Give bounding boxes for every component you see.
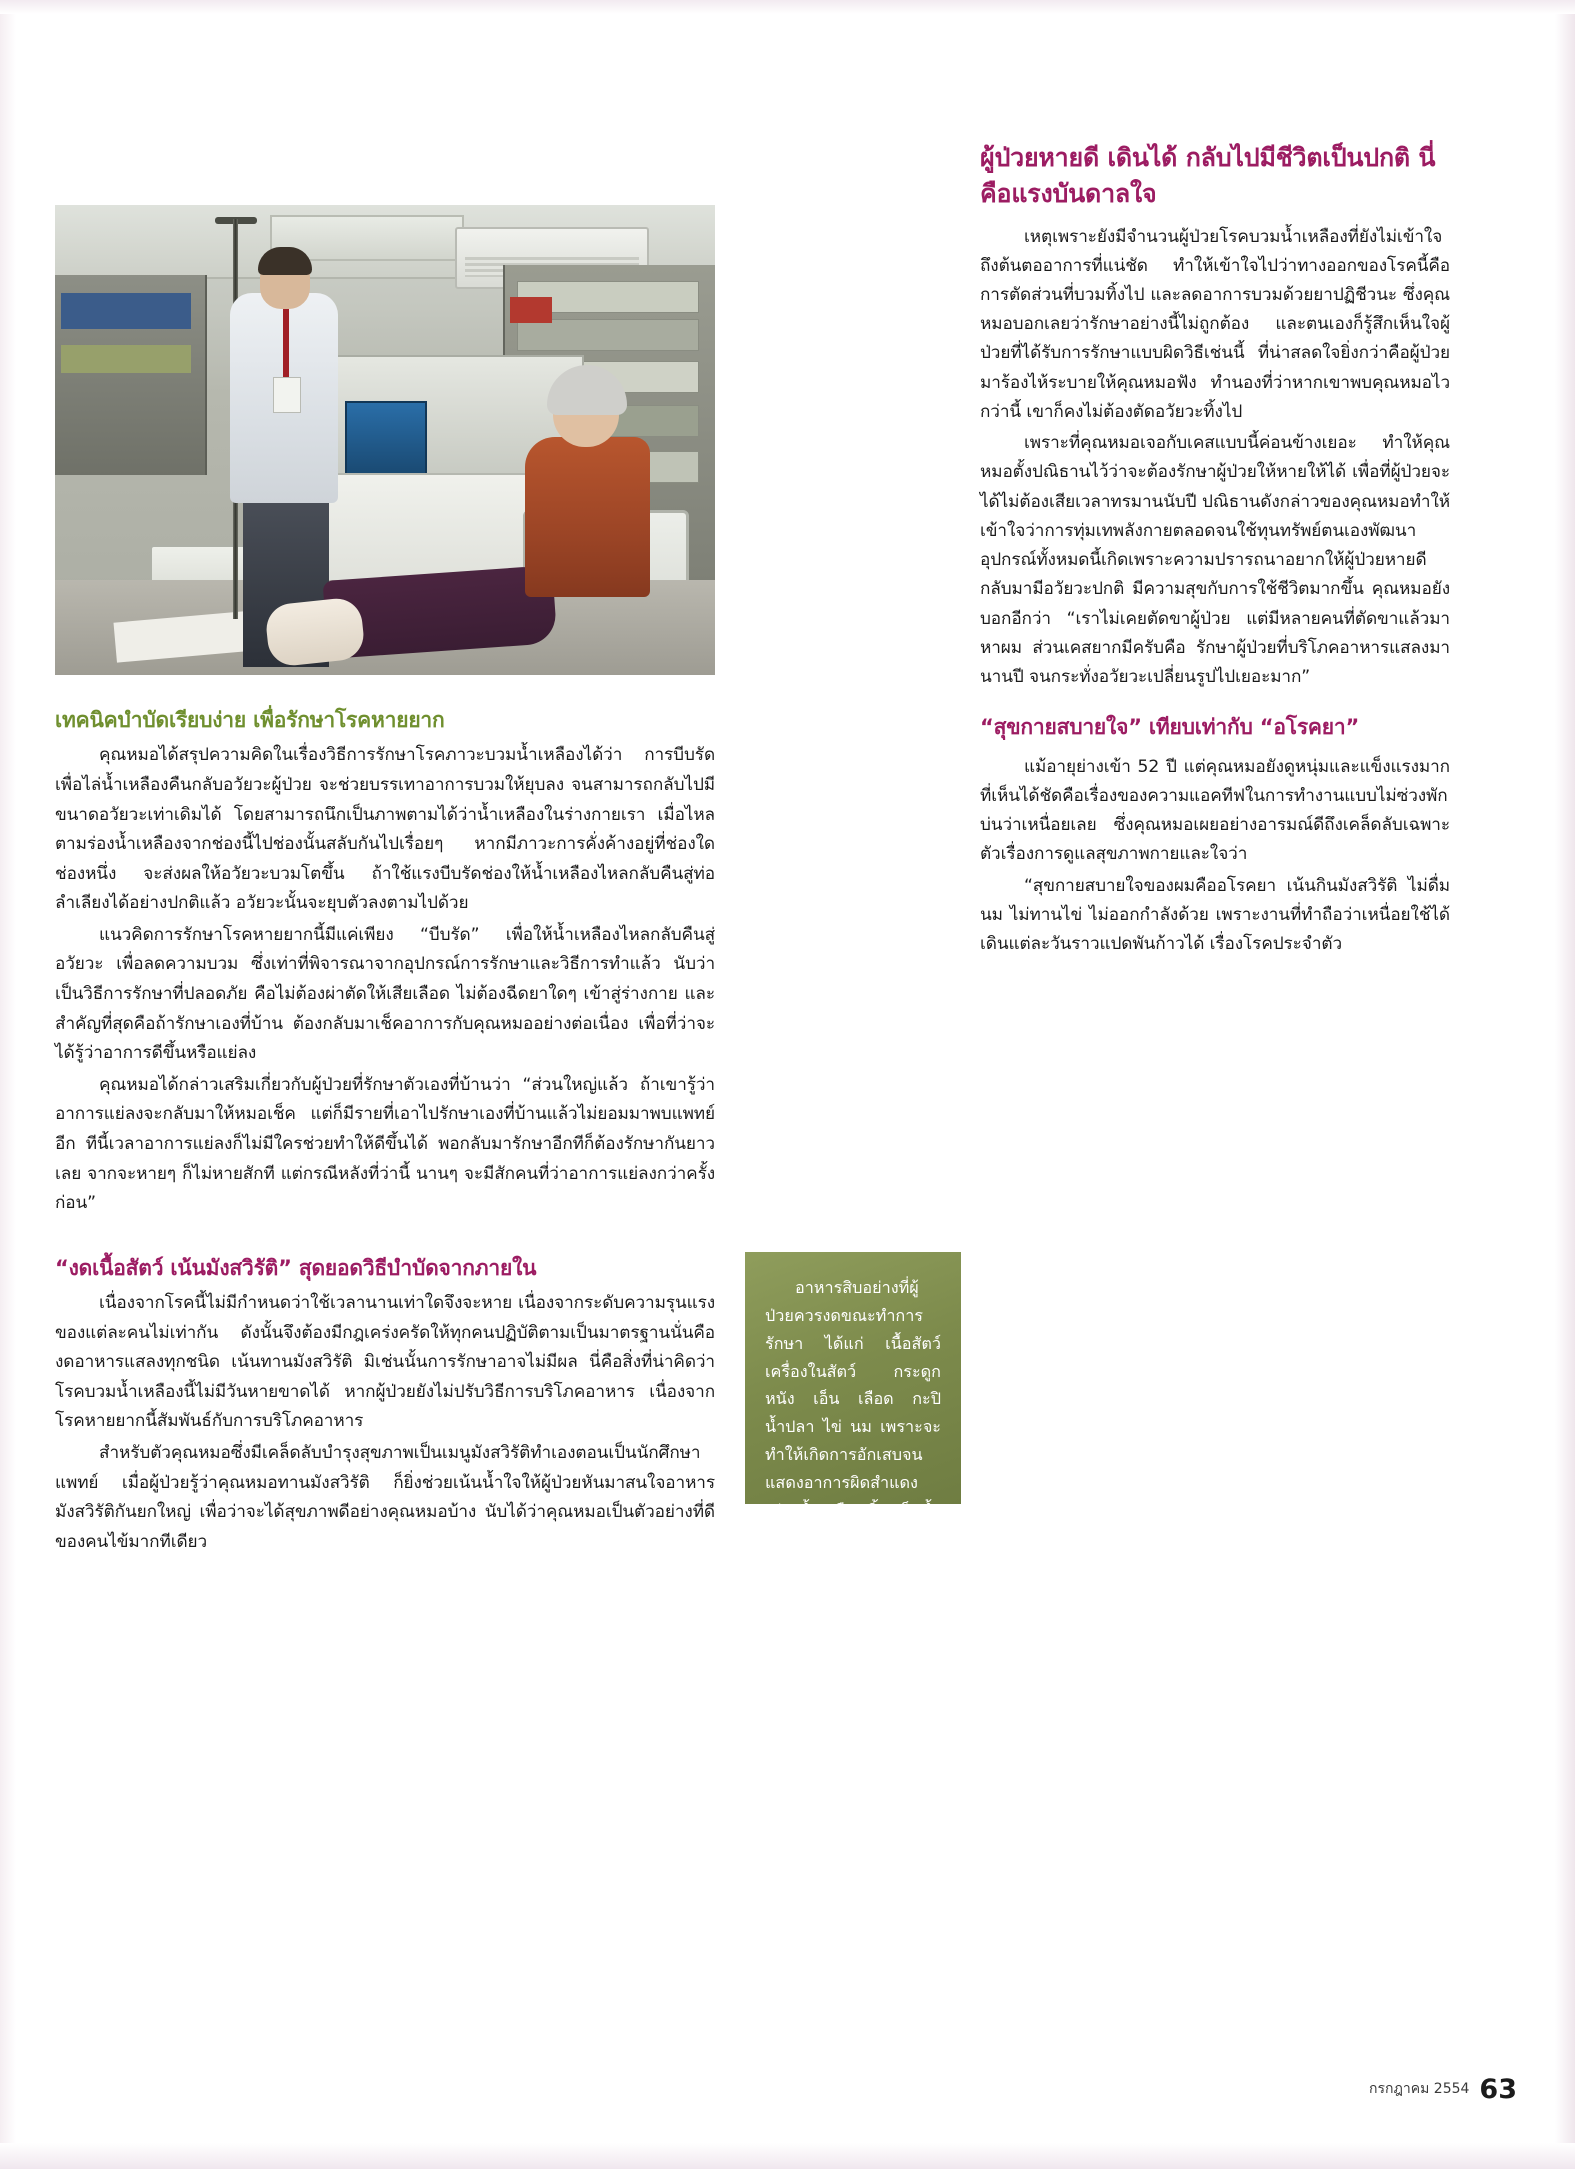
right-paragraph-3: แม้อายุย่างเข้า 52 ปี แต่คุณหมอยังดูหนุ่มและแข็งแรงมาก ที่เห็นได้ชัดคือเรื่องของความแอคทีฟในการทำงานแบบไม่ซ่วงพัก บ่นว่าเหนื่อยเลย ซึ่งคุณหมอเผยอย่างอารมณ์ดีถึงเคล็ดลับเฉพาะตัวเรื่องการดูแลสุขภาพกายและใจว่า xyxy=(980,756,1450,865)
photo-patient-torso xyxy=(525,437,650,597)
right-paragraph-4: “สุขกายสบายใจของผมคืออโรคยา เน้นกินมังสวิรัติ ไม่ดื่มนม ไม่ทานไข่ ไม่ออกกำลังด้วย เพราะงานที่ทำถือว่าเหนื่อยใช้ได้ เดินแต่ละวันราวแปดพันก้าวได้ เรื่องโรคประจำตัว xyxy=(980,875,1450,955)
right-section-heading-1: ผู้ป่วยหายดี เดินได้ กลับไปมีชีวิตเป็นปกติ นี่คือแรงบันดาลใจ xyxy=(980,143,1436,209)
page-content xyxy=(55,140,1475,2040)
page-number: 63 xyxy=(1479,2074,1517,2105)
page-edge-right xyxy=(1555,0,1575,2169)
right-paragraph-2: เพราะที่คุณหมอเจอกับเคสแบบนี้ค่อนข้างเยอะ ทำให้คุณหมอตั้งปณิธานไว้ว่าจะต้องรักษาผู้ป่วยให้หายให้ได้ เพื่อที่ผู้ป่วยจะได้ไม่ต้องเสียเวลาทรมานนับปี ปณิธานดังกล่าวของคุณหมอทำให้เข้าใจว่าการทุ่มเทพลังกายตลอดจนใช้ทุนทรัพย์ตนเองพัฒนาอุปกรณ์ทั้งหมดนี้เกิดเพราะความปรารถนาอยากให้ผู้ป่วยหายดี กลับมามีอวัยวะปกติ มีความสุขกับการใช้ชีวิตมากขึ้น คุณหมอยังบอกอีกว่า “เราไม่เคยตัดขาผู้ป่วย แต่มีหลายคนที่ตัดขาแล้วมาหาผม ส่วนเคสยากมีครับคือ รักษาผู้ป่วยที่บริโภคอาหารแสลงมานานปี จนกระทั่งอวัยวะเปลี่ยนรูปไปเยอะมาก” xyxy=(980,433,1450,688)
photo-doctor-lanyard xyxy=(283,309,289,383)
left-paragraph-1: คุณหมอได้สรุปความคิดในเรื่องวิธีการรักษาโรคภาวะบวมน้ำเหลืองได้ว่า การบีบรัดเพื่อไล่น้ำเหลืองคืนกลับอวัยวะผู้ป่วย จะช่วยบรรเทาอาการบวมให้ยุบลง จนสามารถกลับไปมีขนาดอวัยวะเท่าเดิมได้ โดยสามารถนึกเป็นภาพตามได้ว่าน้ำเหลืองในร่างกายเรา เมื่อไหลตามร่องน้ำเหลืองจากช่องนี้ไปช่องนั้นสลับกันไปเรื่อยๆ หากมีภาวะการคั่งค้างอยู่ที่ช่องใดช่องหนึ่ง จะส่งผลให้อวัยวะบวมโตขึ้น ถ้าใช้แรงบีบรัดช่องให้น้ำเหลืองไหลกลับคืนสู่ท่อลำเลียงได้อย่างปกติแล้ว อวัยวะนั้นจะยุบตัวลงตามไปด้วย xyxy=(55,745,715,914)
right-section-heading-2: “สุขกายสบายใจ” เทียบเท่ากับ “อโรคยา” xyxy=(980,715,1360,740)
left-paragraph-2: แนวคิดการรักษาโรคหายยากนี้มีแค่เพียง “บีบรัด” เพื่อให้น้ำเหลืองไหลกลับคืนสู่อวัยวะ เพื่อลดความบวม ซึ่งเท่าที่พิจารณาจากอุปกรณ์การรักษาและวิธีการทำแล้ว นับว่าเป็นวิธีการรักษาที่ปลอดภัย คือไม่ต้องผ่าตัดให้เสียเลือด ไม่ต้องฉีดยาใดๆ เข้าสู่ร่างกาย และสำคัญที่สุดคือถ้ารักษาเองที่บ้าน ต้องกลับมาเช็คอาการกับคุณหมออย่างต่อเนื่อง เพื่อที่ว่าจะได้รู้ว่าอาการดีขึ้นหรือแย่ลง xyxy=(55,924,715,1064)
left-paragraph-5: สำหรับตัวคุณหมอซึ่งมีเคล็ดลับบำรุงสุขภาพเป็นเมนูมังสวิรัติทำเองตอนเป็นนักศึกษาแพทย์ เมื่อผู้ป่วยรู้ว่าคุณหมอทานมังสวิรัติ ก็ยิ่งช่วยเน้นน้ำใจให้ผู้ป่วยหันมาสนใจอาหารมังสวิรัติกันยกใหญ่ เพื่อว่าจะได้สุขภาพดีอย่างคุณหมอบ้าง นับได้ว่าคุณหมอเป็นตัวอย่างที่ดีของคนไข้มากทีเดียว xyxy=(55,1443,715,1552)
photo-leg-bandage xyxy=(264,596,366,668)
left-paragraph-3: คุณหมอได้กล่าวเสริมเกี่ยวกับผู้ป่วยที่รักษาตัวเองที่บ้านว่า “ส่วนใหญ่แล้ว ถ้าเขารู้ว่าอาการแย่ลงจะกลับมาให้หมอเช็ค แต่ก็มีรายที่เอาไปรักษาเองที่บ้านแล้วไม่ยอมมาพบแพทย์อีก ทีนี้เวลาอาการแย่ลงก็ไม่มีใครช่วยทำให้ดีขึ้นได้ พอกลับมารักษาอีกทีก็ต้องรักษากันยาวเลย จากจะหายๆ ก็ไม่หายสักที แต่กรณีหลังที่ว่านี้ นานๆ จะมีสักคนที่ว่าอาการแย่ลงกว่าครั้งก่อน” xyxy=(55,1074,715,1214)
left-paragraph-4: เนื่องจากโรคนี้ไม่มีกำหนดว่าใช้เวลานานเท่าใดจึงจะหาย เนื่องจากระดับความรุนแรงของแต่ละคนไม่เท่ากัน ดังนั้นจึงต้องมีกฎเคร่งครัดให้ทุกคนปฏิบัติตามเป็นมาตรฐานนั่นคือ งดอาหารแสลงทุกชนิด เน้นทานมังสวิรัติ มิเช่นนั้นการรักษาอาจไม่มีผล นี่คือสิ่งที่น่าคิดว่า โรคบวมน้ำเหลืองนี้ไม่มีวันหายขาดได้ หากผู้ป่วยยังไม่ปรับวิธีการบริโภคอาหาร เนื่องจากโรคหายยากนี้สัมพันธ์กับการบริโภคอาหาร xyxy=(55,1293,715,1432)
left-section-heading-2: “งดเนื้อสัตว์ เน้นมังสวิรัติ” สุดยอดวิธีบำบัดจากภายใน xyxy=(55,1255,537,1280)
photo-blue-machine xyxy=(345,401,427,483)
right-paragraph-1: เหตุเพราะยังมีจำนวนผู้ป่วยโรคบวมน้ำเหลืองที่ยังไม่เข้าใจถึงต้นตออาการที่แน่ชัด ทำให้เข้าใจไปว่าทางออกของโรคนี้คือ การตัดส่วนที่บวมทิ้งไป และลดอาการบวมด้วยยาปฏิชีวนะ ซึ่งคุณหมอบอกเลยว่ารักษาอย่างนี้ไม่ถูกต้อง และตนเองก็รู้สึกเห็นใจผู้ป่วยที่ได้รับการรักษาแบบผิดวิธีเช่นนี้ ที่น่าสลดใจยิ่งกว่าคือผู้ป่วยมาร้องไห้ระบายให้คุณหมอฟัง ทำนองที่ว่าหากเขาพบคุณหมอไวกว่านี้ เขาก็คงไม่ต้องตัดอวัยวะทิ้งไป xyxy=(980,226,1450,422)
photo-red-package xyxy=(510,297,552,323)
clinic-treatment-photo xyxy=(55,205,715,675)
page-edge-bottom xyxy=(0,2143,1575,2169)
forbidden-foods-callout-box xyxy=(745,1252,961,1576)
shelf-box xyxy=(517,319,699,351)
left-text-column xyxy=(55,705,715,1559)
forbidden-foods-text: อาหารสิบอย่างที่ผู้ป่วยควรงดขณะทำการรักษา ได้แก่ เนื้อสัตว์ เครื่องในสัตว์ กระดูก หนัง เอ็น เลือด กะปิ น้ำปลา ไข่ นม เพราะจะทำให้เกิดการอักเสบจนแสดงอาการผิดสำแดง เช่น น้ำเหลืองเยิ้ม เม็ดน้ำ คันยิบ ร้อนแดง บวม ปูด ข้ออักเสบ ขึ้นผื่น และฝี xyxy=(765,1278,941,1576)
photo-left-shelf xyxy=(55,275,207,475)
page-edge-left xyxy=(0,0,16,2169)
left-section-heading-1: เทคนิคบำบัดเรียบง่าย เพื่อรักษาโรคหายยาก xyxy=(55,708,445,732)
page-footer xyxy=(1369,2076,1517,2103)
issue-date: กรกฎาคม 2554 xyxy=(1369,2081,1470,2097)
photo-doctor-id-badge xyxy=(273,377,301,413)
page-edge-top xyxy=(0,0,1575,14)
right-text-column xyxy=(980,140,1450,961)
